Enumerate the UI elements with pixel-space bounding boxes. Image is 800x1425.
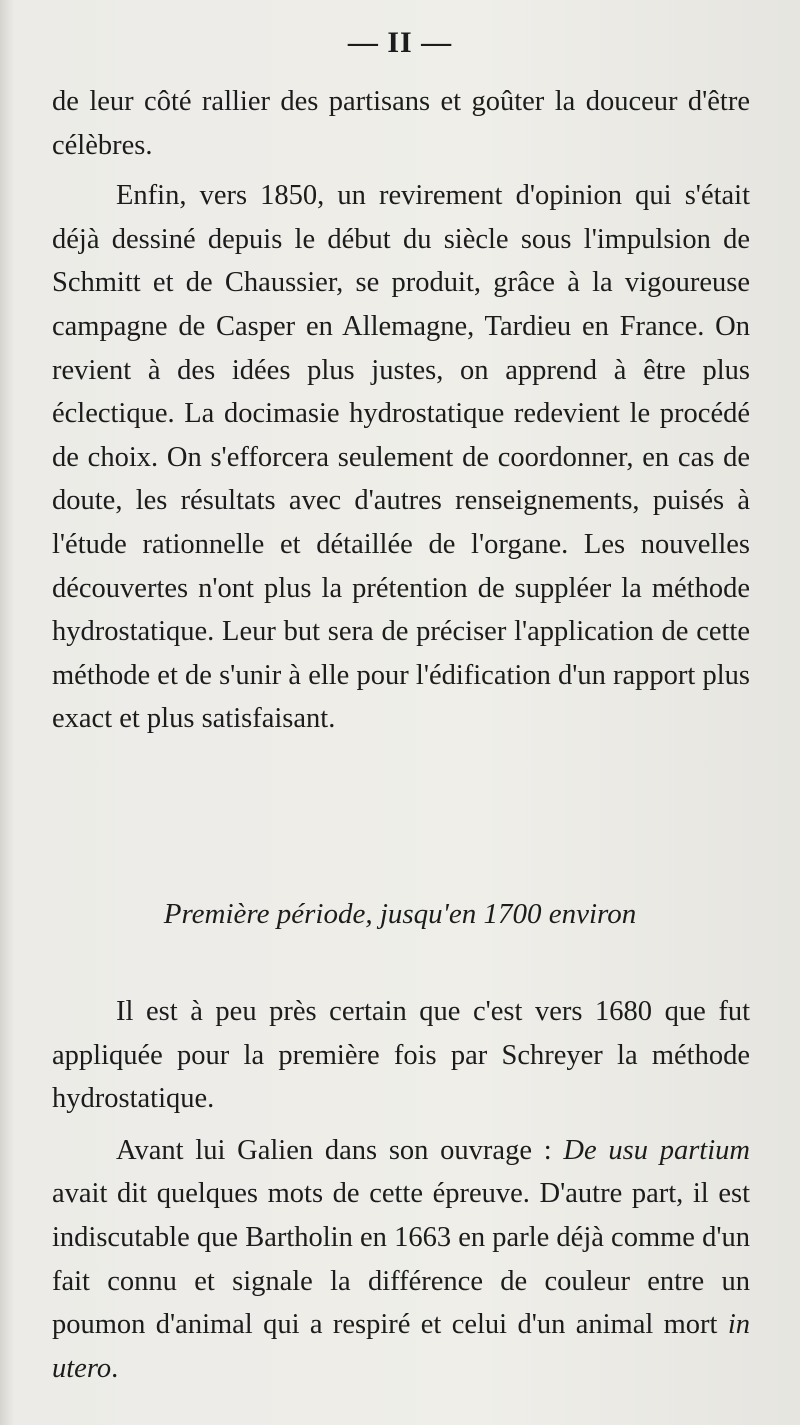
paragraph-galien: [52, 1129, 750, 1391]
latin-term: in utero: [52, 1309, 750, 1384]
paragraph-schreyer-1680: Il est à peu près certain que c'est vers 1680 que fut appliquée pour la première fois par Schreyer la méthode hydrostatique.: [52, 996, 750, 1115]
galien-text-end: .: [111, 1352, 119, 1384]
paragraph-1850-revival: Enfin, vers 1850, un revirement d'opinion qui s'était déjà dessiné depuis le début du siècle sous l'impulsion de Schmitt et de Chaussier, se produit, grâce à la vigoureuse campagne de Casper en Allemagne, Tardieu en France. On revient à des idées plus justes, on apprend à être plus éclectique. La docimasie hydrostatique redevient le procédé de choix. On s'efforcera seulement de coordonner, en cas de doute, les résultats avec d'autres renseignements, puisés à l'étude rationnelle et détaillée de l'organe. Les nouvelles découvertes n'ont plus la prétention de suppléer la méthode hydrostatique. Leur but sera de préciser l'application de cette méthode et de s'unir à elle pour l'édification d'un rapport plus exact et plus satisfaisant.: [52, 180, 750, 735]
section-heading: Première période, jusqu'en 1700 environ: [163, 898, 637, 930]
text-block-upper: [52, 80, 750, 741]
page-number: — II —: [347, 26, 453, 59]
galien-text-start: Avant lui Galien dans son ouvrage :: [116, 1134, 564, 1166]
text-block-lower: [52, 990, 750, 1390]
work-title: De usu partium: [563, 1134, 750, 1166]
galien-text-middle: avait dit quelques mots de cette épreuve. D'autre part, il est indiscutable que Bartholin en 1663 en parle déjà comme d'un fait connu et signale la différence de couleur entre un poumon d'animal qui a respiré et celui d'un animal mort: [52, 1178, 750, 1341]
paragraph-continuation: de leur côté rallier des partisans et goûter la douceur d'être célèbres.: [52, 86, 750, 161]
